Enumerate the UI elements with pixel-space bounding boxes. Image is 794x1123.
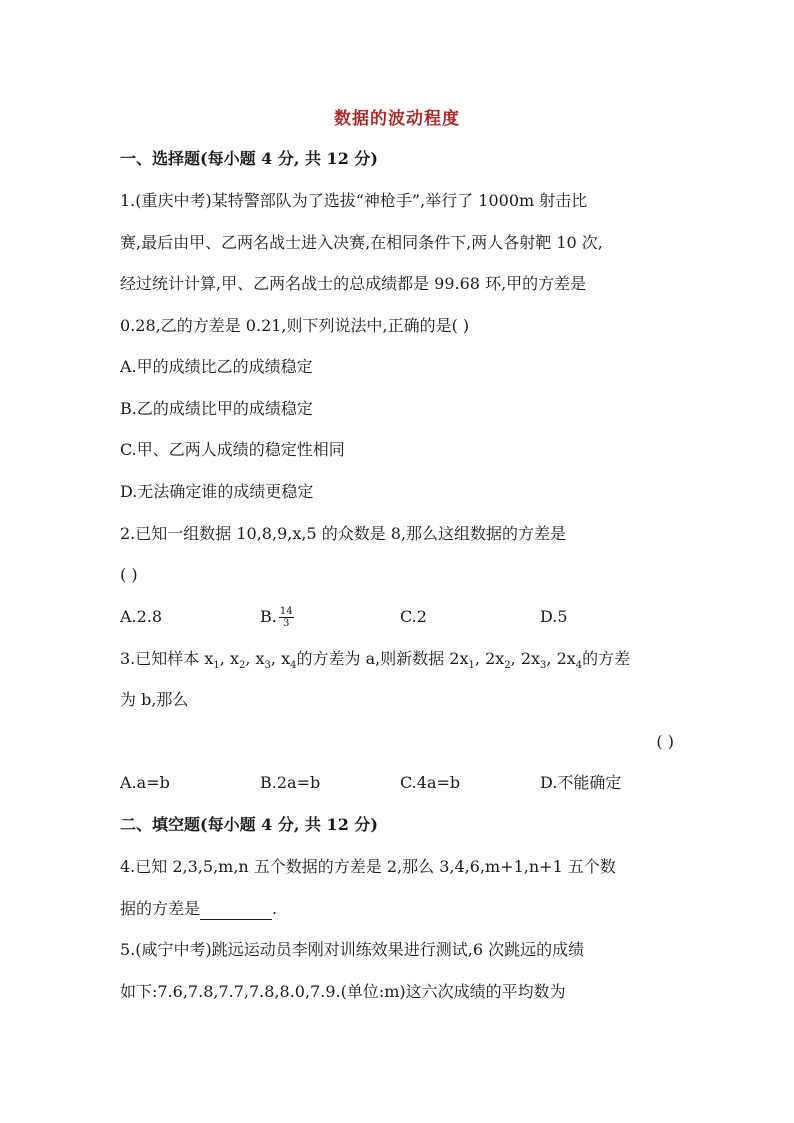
q1-line-4: 0.28,乙的方差是 0.21,则下列说法中,正确的是( ) (120, 316, 470, 335)
q3-option-a: A.a=b (120, 773, 170, 792)
q2-option-b (260, 606, 294, 629)
q3-text-h: , 2x (546, 649, 576, 668)
q1-line-1: 1.(重庆中考)某特警部队为了选拔“神枪手”,举行了 1000m 射击比 (120, 191, 588, 210)
q1-line-3: 经过统计计算,甲、乙两名战士的总成绩都是 99.68 环,甲的方差是 (120, 274, 587, 293)
q2-option-d: D.5 (540, 607, 568, 626)
subscript: 2 (504, 660, 511, 672)
fraction-denominator: 3 (283, 618, 290, 629)
q1-option-d: D.无法确定谁的成绩更稳定 (120, 482, 314, 501)
q3-text-d: , x (270, 649, 291, 668)
q1-option-a: A.甲的成绩比乙的成绩稳定 (120, 357, 313, 376)
q2-option-a: A.2.8 (120, 607, 163, 626)
q4-line-2 (120, 898, 680, 920)
q1-option-c: C.甲、乙两人成绩的稳定性相同 (120, 440, 345, 459)
subscript: 2 (238, 660, 246, 672)
q3-option-b: B.2a=b (260, 773, 321, 792)
q3-answer-paren: ( ) (656, 732, 674, 751)
subscript: 4 (575, 660, 583, 672)
q4-text-prefix: 据的方差是 (120, 899, 201, 918)
q3-text-g: , 2x (510, 649, 541, 668)
q3-option-c: C.4a=b (400, 773, 461, 792)
page-title: 数据的波动程度 (334, 109, 460, 129)
subscript: 1 (213, 660, 220, 672)
q3-line-2: 为 b,那么 (120, 690, 189, 709)
q1-line-2: 赛,最后由甲、乙两名战士进入决赛,在相同条件下,两人各射靶 10 次, (120, 233, 603, 252)
section-heading-fill: 二、填空题(每小题 4 分, 共 12 分) (120, 815, 378, 834)
q2-options (120, 606, 680, 628)
q3-text-b: , x (219, 649, 239, 668)
subscript: 1 (468, 660, 475, 672)
subscript: 3 (264, 660, 271, 672)
q3-option-d: D.不能确定 (540, 773, 622, 792)
q2-line-2: ( ) (120, 565, 138, 584)
q3-text-i: 的方差 (582, 649, 631, 668)
section-heading-choice: 一、选择题(每小题 4 分, 共 12 分) (120, 149, 378, 168)
fraction (279, 606, 294, 629)
q3-text-a: 3.已知样本 x (120, 649, 214, 668)
q5-line-1: 5.(咸宁中考)跳远运动员李刚对训练效果进行测试,6 次跳远的成绩 (120, 940, 585, 959)
q2-option-c: C.2 (400, 607, 427, 626)
q2-line-1: 2.已知一组数据 10,8,9,x,5 的众数是 8,那么这组数据的方差是 (120, 524, 567, 543)
subscript: 4 (290, 660, 297, 672)
q3-text-f: , 2x (474, 649, 505, 668)
q3-options (120, 772, 680, 794)
q1-option-b: B.乙的成绩比甲的成绩稳定 (120, 399, 313, 418)
q4-text-suffix: . (272, 899, 278, 918)
q3-text-c: , x (245, 649, 265, 668)
subscript: 3 (540, 660, 547, 672)
q3-line-1 (120, 648, 680, 677)
fraction-numerator: 14 (279, 606, 293, 617)
answer-blank[interactable] (200, 903, 272, 920)
q5-line-2: 如下:7.6,7.8,7.7,7.8,8.0,7.9.(单位:m)这六次成绩的平均数为 (120, 982, 566, 1001)
q2-option-b-label: B. (260, 607, 277, 626)
q4-line-1: 4.已知 2,3,5,m,n 五个数据的方差是 2,那么 3,4,6,m+1,n+1 五个数 (120, 857, 616, 876)
q3-text-e: 的方差为 a,则新数据 2x (296, 649, 469, 668)
